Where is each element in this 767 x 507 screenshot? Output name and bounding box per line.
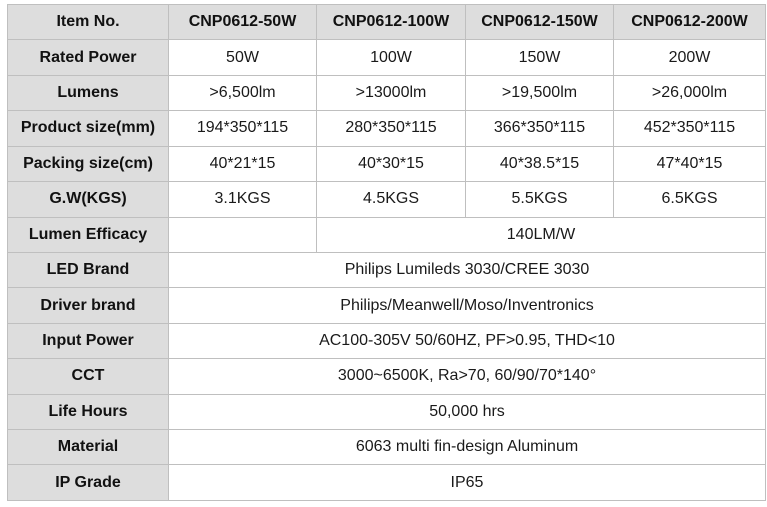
table-cell: 40*30*15 [317,146,466,181]
row-label: Lumens [8,75,169,110]
table-row [8,217,766,252]
table-row [8,288,766,323]
model-header: CNP0612-200W [614,5,766,40]
model-header: CNP0612-50W [169,5,317,40]
row-label: Driver brand [8,288,169,323]
table-cell: 3.1KGS [169,182,317,217]
table-row [8,252,766,287]
row-label: G.W(KGS) [8,182,169,217]
table-row [8,323,766,358]
table-cell: 200W [614,40,766,75]
table-cell: 50,000 hrs [169,394,766,429]
row-label: LED Brand [8,252,169,287]
row-label: Material [8,430,169,465]
row-label: IP Grade [8,465,169,501]
table-row [8,111,766,146]
table-row [8,146,766,181]
row-label: Product size(mm) [8,111,169,146]
row-label: Input Power [8,323,169,358]
table-cell: 4.5KGS [317,182,466,217]
table-cell: Philips/Meanwell/Moso/Inventronics [169,288,766,323]
item-no-header: Item No. [8,5,169,40]
table-cell: 40*38.5*15 [466,146,614,181]
table-cell: 50W [169,40,317,75]
table-cell: >6,500lm [169,75,317,110]
table-cell: 5.5KGS [466,182,614,217]
table-cell: 3000~6500K, Ra>70, 60/90/70*140° [169,359,766,394]
table-cell: 6.5KGS [614,182,766,217]
row-label: Rated Power [8,40,169,75]
table-cell: 47*40*15 [614,146,766,181]
header-row [8,5,766,40]
table-row [8,40,766,75]
table-cell: >26,000lm [614,75,766,110]
table-cell: 150W [466,40,614,75]
table-row [8,394,766,429]
table-row [8,359,766,394]
table-row [8,182,766,217]
table-cell: AC100-305V 50/60HZ, PF>0.95, THD<10 [169,323,766,358]
table-cell: 6063 multi fin-design Aluminum [169,430,766,465]
table-row [8,75,766,110]
table-cell: 194*350*115 [169,111,317,146]
table-cell: Philips Lumileds 3030/CREE 3030 [169,252,766,287]
table-cell: 40*21*15 [169,146,317,181]
row-label: Packing size(cm) [8,146,169,181]
table-cell: 140LM/W [317,217,766,252]
table-cell: 100W [317,40,466,75]
table-cell: >19,500lm [466,75,614,110]
row-label: Lumen Efficacy [8,217,169,252]
model-header: CNP0612-150W [466,5,614,40]
spec-table [7,4,766,501]
table-cell: IP65 [169,465,766,501]
row-label: Life Hours [8,394,169,429]
row-label: CCT [8,359,169,394]
model-header: CNP0612-100W [317,5,466,40]
table-cell: 452*350*115 [614,111,766,146]
table-cell: >13000lm [317,75,466,110]
table-cell: 280*350*115 [317,111,466,146]
empty-cell [169,217,317,252]
table-cell: 366*350*115 [466,111,614,146]
table-row [8,430,766,465]
table-row [8,465,766,501]
